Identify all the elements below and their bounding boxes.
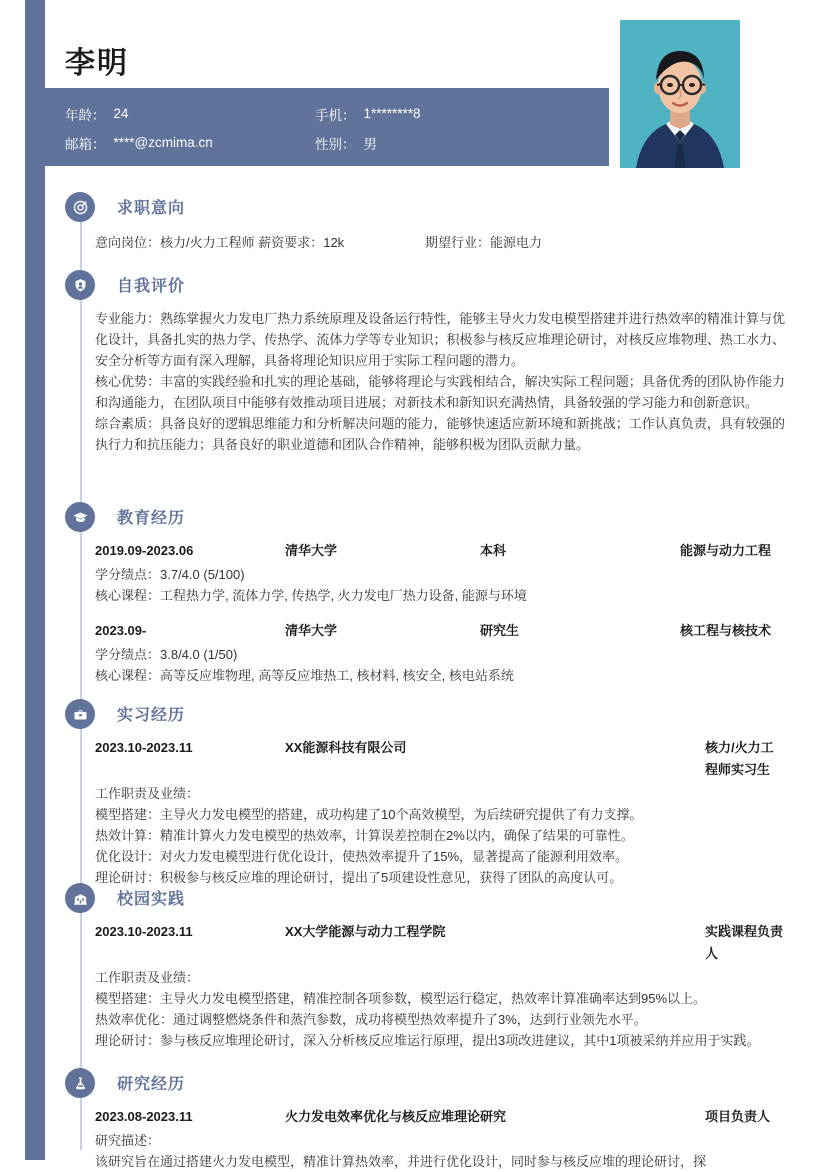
section-campus-practice: [45, 883, 820, 1048]
section-title-internship: 实习经历: [117, 707, 186, 724]
section-header: [45, 699, 820, 739]
research-role: 项目负责人: [705, 1109, 771, 1124]
internship-line-0: 工作职责及业绩：: [95, 786, 200, 801]
flask-icon: [65, 1068, 95, 1098]
section-header: [45, 270, 820, 310]
education-gpa-0: 学分绩点：3.7/4.0 (5/100): [95, 567, 245, 582]
internship-line-2: 热效计算：精准计算火力发电模型的热效率，计算误差控制在2%以内，确保了结果的可靠性。: [95, 828, 634, 843]
contact-item-gender: [315, 129, 565, 156]
section-education: [45, 502, 820, 683]
internship-role: 核力/火力工程师实习生: [705, 740, 774, 777]
briefcase-icon: [65, 699, 95, 729]
research-topic: 火力发电效率优化与核反应堆理论研究: [285, 1109, 507, 1124]
campus-org: XX大学能源与动力工程学院: [285, 924, 446, 939]
education-courses-0: 核心课程：工程热力学, 流体力学, 传热学, 火力发电厂热力设备, 能源与环境: [95, 588, 527, 603]
education-entry: [95, 540, 785, 606]
education-major-0: 能源与动力工程: [680, 543, 772, 558]
contact-label-age: 年龄：: [65, 107, 106, 123]
education-courses-1: 核心课程：高等反应堆物理, 高等反应堆热工, 核材料, 核安全, 核电站系统: [95, 668, 514, 683]
section-research: [45, 1068, 820, 1169]
entry-heading: [95, 737, 785, 781]
section-header: [45, 502, 820, 542]
target-icon: [65, 192, 95, 222]
section-body-research: [95, 1106, 785, 1172]
contact-item-age: [65, 100, 315, 127]
contact-grid: [65, 100, 595, 156]
campus-line-3: 理论研讨：参与核反应堆理论研讨，深入分析核反应堆运行原理，提出3项改进建议，其中1项被采纳并应用于实践。: [95, 1033, 760, 1048]
intent-position-and-salary: 意向岗位：核力/火力工程师 薪资要求：12k: [95, 235, 345, 250]
contact-item-email: [65, 129, 315, 156]
entry-spacer: [95, 606, 785, 620]
entry-heading: [95, 1106, 785, 1128]
education-gpa-1: 学分绩点：3.8/4.0 (1/50): [95, 647, 238, 662]
education-degree-0: 本科: [480, 543, 507, 558]
contact-value-gender: 男: [363, 136, 377, 152]
internship-company: XX能源科技有限公司: [285, 740, 407, 755]
section-title-job-intention: 求职意向: [117, 200, 186, 217]
contact-label-gender: 性别：: [315, 136, 356, 152]
page-title: 李明: [65, 47, 129, 80]
self-eval-paragraph-2: 核心优势：丰富的实践经验和扎实的理论基础，能够将理论与实践相结合，解决实际工程问题；具备优秀的团队协作能力和沟通能力，在团队项目中能够有效推动项目进展；对新技术和新知识充满热情，具备较强的学习能力和创新意识。: [95, 374, 785, 410]
section-header: [45, 192, 820, 232]
section-title-campus-practice: 校园实践: [117, 891, 186, 908]
section-title-self-evaluation: 自我评价: [117, 278, 186, 295]
section-body-campus-practice: [95, 921, 785, 1051]
intent-industry: 期望行业：能源电力: [425, 235, 543, 250]
section-self-evaluation: [45, 270, 820, 452]
section-internship: [45, 699, 820, 885]
resume-header: [45, 0, 820, 170]
internship-line-3: 优化设计：对火力发电模型进行优化设计，使热效率提升了15%，显著提高了能源利用效率。: [95, 849, 629, 864]
education-school-0: 清华大学: [285, 543, 338, 558]
internship-date: 2023.10-2023.11: [95, 740, 193, 755]
campus-date: 2023.10-2023.11: [95, 924, 193, 939]
contact-label-email: 邮箱：: [65, 136, 106, 152]
campus-role: 实践课程负责人: [705, 924, 784, 961]
section-header: [45, 883, 820, 923]
section-title-education: 教育经历: [117, 510, 186, 527]
campus-line-1: 模型搭建：主导火力发电模型搭建，精准控制各项参数，模型运行稳定，热效率计算准确率达到95%以上。: [95, 991, 707, 1006]
section-body-education: [95, 540, 785, 686]
internship-line-1: 模型搭建：主导火力发电模型的搭建，成功构建了10个高效模型，为后续研究提供了有力支撑。: [95, 807, 643, 822]
contact-band: [45, 88, 609, 166]
campus-line-0: 工作职责及业绩：: [95, 970, 200, 985]
entry-heading: [95, 540, 785, 562]
avatar: [620, 20, 740, 168]
intent-row: [95, 232, 785, 254]
section-body-internship: [95, 737, 785, 888]
contact-value-email: ****@zcmima.cn: [113, 135, 213, 150]
user-badge-icon: [65, 270, 95, 300]
campus-building-icon: [65, 883, 95, 913]
section-title-research: 研究经历: [117, 1076, 186, 1093]
self-eval-paragraph-3: 综合素质：具备良好的逻辑思维能力和分析解决问题的能力，能够快速适应新环境和新挑战；工作认真负责，具有较强的执行力和抗压能力；具备良好的职业道德和团队合作精神，能够积极为团队贡献力量。: [95, 416, 785, 452]
graduation-cap-icon: [65, 502, 95, 532]
education-major-1: 核工程与核技术: [680, 623, 772, 638]
contact-item-phone: [315, 100, 565, 127]
education-degree-1: 研究生: [480, 623, 520, 638]
self-eval-paragraph-1: 专业能力：熟练掌握火力发电厂热力系统原理及设备运行特性，能够主导火力发电模型搭建并进行热效率的精准计算与优化设计，具备扎实的热力学、传热学、流体力学等专业知识；积极参与核反应堆理论研讨，对核反应堆物理、热工水力、安全分析等方面有深入理解，具备将理论知识应用于实际工程问题的潜力。: [95, 311, 785, 368]
education-date-1: 2023.09-: [95, 623, 147, 638]
research-line-0: 研究描述：: [95, 1133, 161, 1148]
internship-line-4: 理论研讨：积极参与核反应堆的理论研讨，提出了5项建设性意见，获得了团队的高度认可。: [95, 870, 623, 885]
contact-label-phone: 手机：: [315, 107, 356, 123]
education-school-1: 清华大学: [285, 623, 338, 638]
research-date: 2023.08-2023.11: [95, 1109, 193, 1124]
timeline-rail: [80, 200, 82, 1150]
section-body-job-intention: [95, 232, 785, 254]
section-body-self-evaluation: [95, 308, 785, 455]
campus-line-2: 热效率优化：通过调整燃烧条件和蒸汽参数，成功将模型热效率提升了3%，达到行业领先水平。: [95, 1012, 647, 1027]
contact-value-phone: 1********8: [363, 106, 421, 121]
portrait-photo-icon: [620, 20, 740, 168]
section-job-intention: [45, 192, 820, 250]
entry-heading: [95, 921, 785, 965]
education-date-0: 2019.09-2023.06: [95, 543, 194, 558]
entry-heading: [95, 620, 785, 642]
education-entry: [95, 620, 785, 686]
research-line-1: 该研究旨在通过搭建火力发电模型，精准计算热效率，并进行优化设计，同时参与核反应堆的理论研讨，探: [95, 1154, 707, 1169]
section-header: [45, 1068, 820, 1108]
contact-value-age: 24: [113, 106, 129, 121]
